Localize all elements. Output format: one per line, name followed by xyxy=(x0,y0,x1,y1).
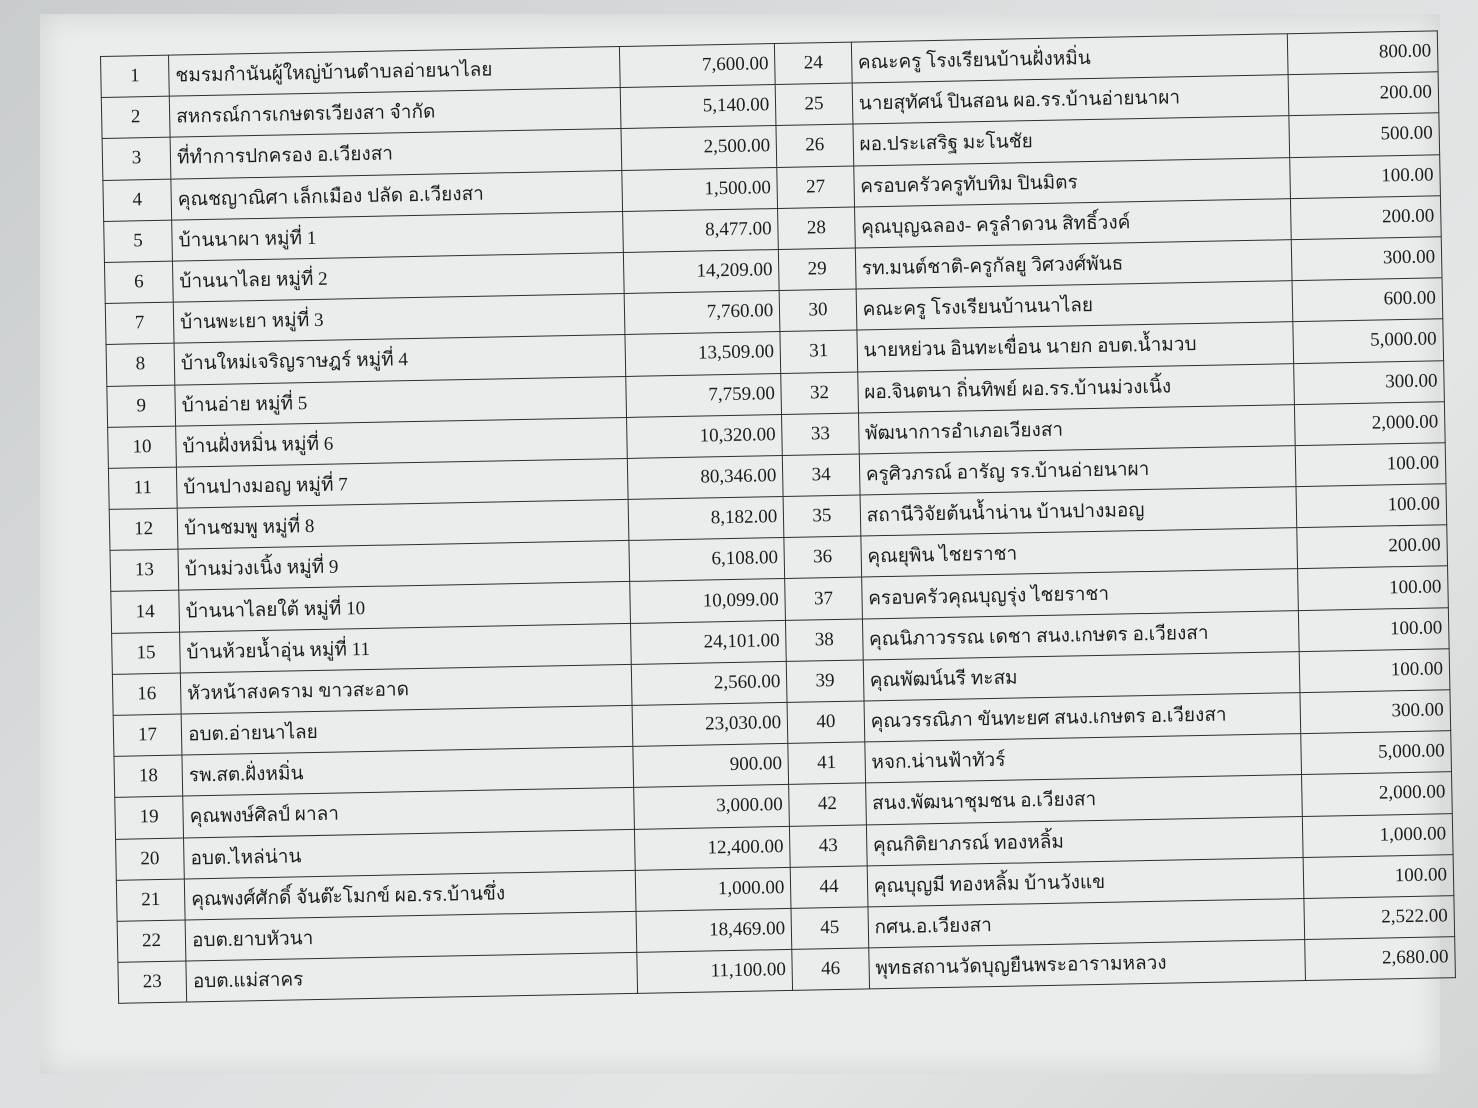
left-amount-cell: 5,140.00 xyxy=(621,85,777,129)
left-amount-cell: 12,400.00 xyxy=(635,826,791,870)
left-no-cell: 23 xyxy=(118,961,187,1003)
right-name-cell: รท.มนต์ชาติ-ครูกัลยู วิศวงศ์พันธ xyxy=(855,240,1292,290)
right-amount-cell: 100.00 xyxy=(1290,154,1441,198)
right-amount-cell: 2,680.00 xyxy=(1305,937,1456,981)
left-no-cell: 4 xyxy=(103,179,172,221)
left-no-cell: 17 xyxy=(113,714,182,756)
right-no-cell: 43 xyxy=(790,824,867,867)
left-no-cell: 3 xyxy=(102,138,171,180)
right-name-cell: ครอบครัวคุณบุญรุ่ง ไชยราชา xyxy=(861,569,1298,619)
right-amount-cell: 100.00 xyxy=(1296,484,1447,528)
left-name-cell: ที่ทำการปกครอง อ.เวียงสา xyxy=(170,129,622,179)
left-no-cell: 10 xyxy=(108,426,177,468)
right-name-cell: คุณบุญฉลอง- ครูลำดวน สิทธิ์วงค์ xyxy=(854,198,1291,248)
left-amount-cell: 7,759.00 xyxy=(626,373,782,417)
left-name-cell: คุณชญาณิศา เล็กเมือง ปลัด อ.เวียงสา xyxy=(171,170,623,220)
left-name-cell: บ้านปางมอญ หมู่ที่ 7 xyxy=(176,458,628,508)
left-amount-cell: 6,108.00 xyxy=(629,538,785,582)
right-amount-cell: 2,522.00 xyxy=(1304,896,1455,940)
left-name-cell: บ้านอ่าย หมู่ที่ 5 xyxy=(175,376,627,426)
left-amount-cell: 7,760.00 xyxy=(624,291,780,335)
left-name-cell: บ้านนาไลย หมู่ที่ 2 xyxy=(172,252,624,302)
right-amount-cell: 5,000.00 xyxy=(1301,731,1452,775)
left-no-cell: 19 xyxy=(115,796,184,838)
donation-table-body xyxy=(101,31,1456,1004)
right-name-cell: ครอบครัวครูทับทิม ปินมิตร xyxy=(853,157,1290,207)
left-name-cell: บ้านฝั่งหมิ่น หมู่ที่ 6 xyxy=(176,417,628,467)
left-name-cell: ชมรมกำนันผู้ใหญ่บ้านตำบลอ่ายนาไลย xyxy=(169,47,621,97)
left-name-cell: คุณพงศ์ศักดิ์ จันต๊ะโมกข์ ผอ.รร.บ้านขึ่ง xyxy=(184,870,636,920)
left-name-cell: อบต.แม่สาคร xyxy=(186,952,638,1002)
right-amount-cell: 100.00 xyxy=(1303,854,1454,898)
right-name-cell: คุณพัฒน์นรี ทะสม xyxy=(863,651,1300,701)
left-name-cell: คุณพงษ์ศิลป์ ผาลา xyxy=(183,788,635,838)
left-no-cell: 12 xyxy=(109,508,178,550)
right-no-cell: 31 xyxy=(780,330,857,373)
left-amount-cell: 2,500.00 xyxy=(621,126,777,170)
right-amount-cell: 300.00 xyxy=(1291,237,1442,281)
left-name-cell: บ้านนาไลยใต้ หมู่ที่ 10 xyxy=(179,582,631,632)
left-amount-cell: 2,560.00 xyxy=(632,661,788,705)
left-amount-cell: 18,469.00 xyxy=(636,908,792,952)
right-name-cell: คุณกิติยาภรณ์ ทองหลิ้ม xyxy=(866,816,1303,866)
donation-table xyxy=(100,30,1456,1004)
left-name-cell: บ้านนาผา หมู่ที่ 1 xyxy=(172,211,624,261)
right-no-cell: 36 xyxy=(784,536,861,579)
left-no-cell: 22 xyxy=(117,920,186,962)
right-no-cell: 29 xyxy=(779,248,856,291)
right-no-cell: 40 xyxy=(787,701,864,744)
left-no-cell: 13 xyxy=(110,549,179,591)
right-amount-cell: 200.00 xyxy=(1297,525,1448,569)
right-amount-cell: 500.00 xyxy=(1289,113,1440,157)
right-no-cell: 26 xyxy=(776,124,853,167)
right-amount-cell: 200.00 xyxy=(1288,72,1439,116)
left-amount-cell: 14,209.00 xyxy=(624,249,780,293)
right-no-cell: 45 xyxy=(791,907,868,950)
left-amount-cell: 1,500.00 xyxy=(622,167,778,211)
right-no-cell: 30 xyxy=(779,289,856,332)
right-amount-cell: 200.00 xyxy=(1291,196,1442,240)
left-amount-cell: 13,509.00 xyxy=(625,332,781,376)
right-no-cell: 25 xyxy=(775,83,852,126)
left-no-cell: 21 xyxy=(116,879,185,921)
right-amount-cell: 600.00 xyxy=(1292,278,1443,322)
right-name-cell: คุณบุญมี ทองหลิ้ม บ้านวังแข xyxy=(867,857,1304,907)
right-no-cell: 27 xyxy=(777,166,854,209)
left-no-cell: 15 xyxy=(112,632,181,674)
right-amount-cell: 300.00 xyxy=(1300,690,1451,734)
right-no-cell: 35 xyxy=(783,495,860,538)
right-no-cell: 33 xyxy=(782,413,859,456)
left-name-cell: บ้านใหม่เจริญราษฎร์ หมู่ที่ 4 xyxy=(174,335,626,385)
left-no-cell: 16 xyxy=(112,673,181,715)
left-no-cell: 9 xyxy=(107,385,176,427)
right-amount-cell: 100.00 xyxy=(1299,649,1450,693)
left-amount-cell: 11,100.00 xyxy=(637,950,793,994)
right-amount-cell: 100.00 xyxy=(1298,566,1449,610)
right-name-cell: พุทธสถานวัดบุญยืนพระอารามหลวง xyxy=(868,940,1305,990)
left-name-cell: หัวหน้าสงคราม ขาวสะอาด xyxy=(180,664,632,714)
right-name-cell: คุณวรรณิภา ขันทะยศ สนง.เกษตร อ.เวียงสา xyxy=(864,693,1301,743)
right-no-cell: 38 xyxy=(786,619,863,662)
right-no-cell: 42 xyxy=(789,783,866,826)
left-no-cell: 7 xyxy=(105,302,174,344)
left-name-cell: บ้านห้วยน้ำอุ่น หมู่ที่ 11 xyxy=(180,623,632,673)
left-no-cell: 6 xyxy=(104,261,173,303)
left-amount-cell: 8,477.00 xyxy=(623,208,779,252)
right-no-cell: 39 xyxy=(786,660,863,703)
right-amount-cell: 800.00 xyxy=(1288,31,1439,75)
left-amount-cell: 900.00 xyxy=(633,744,789,788)
right-amount-cell: 2,000.00 xyxy=(1302,772,1453,816)
left-no-cell: 1 xyxy=(101,55,170,97)
left-no-cell: 18 xyxy=(114,755,183,797)
right-no-cell: 34 xyxy=(783,454,860,497)
right-no-cell: 28 xyxy=(778,207,855,250)
right-amount-cell: 5,000.00 xyxy=(1293,319,1444,363)
left-amount-cell: 23,030.00 xyxy=(632,702,788,746)
left-name-cell: อบต.อ่ายนาไลย xyxy=(181,705,633,755)
right-amount-cell: 2,000.00 xyxy=(1295,401,1446,445)
right-name-cell: คณะครู โรงเรียนบ้านฝั่งหมิ่น xyxy=(851,34,1288,84)
left-amount-cell: 80,346.00 xyxy=(628,455,784,499)
right-no-cell: 24 xyxy=(775,42,852,85)
right-amount-cell: 300.00 xyxy=(1294,360,1445,404)
right-name-cell: ครูศิวภรณ์ อารัญ รร.บ้านอ่ายนาผา xyxy=(859,445,1296,495)
left-name-cell: บ้านพะเยา หมู่ที่ 3 xyxy=(173,294,625,344)
left-amount-cell: 24,101.00 xyxy=(631,620,787,664)
left-name-cell: รพ.สต.ฝั่งหมิ่น xyxy=(182,747,634,797)
right-no-cell: 37 xyxy=(785,577,862,620)
paper-sheet xyxy=(40,14,1449,1074)
right-no-cell: 46 xyxy=(792,948,869,991)
right-name-cell: หจก.น่านฟ้าทัวร์ xyxy=(864,734,1301,784)
left-amount-cell: 10,099.00 xyxy=(630,579,786,623)
left-name-cell: สหกรณ์การเกษตรเวียงสา จำกัด xyxy=(169,88,621,138)
right-no-cell: 41 xyxy=(788,742,865,785)
right-name-cell: สนง.พัฒนาชุมชน อ.เวียงสา xyxy=(865,775,1302,825)
left-no-cell: 2 xyxy=(101,96,170,138)
right-name-cell: กศน.อ.เวียงสา xyxy=(868,898,1305,948)
right-no-cell: 44 xyxy=(790,866,867,909)
left-no-cell: 5 xyxy=(104,220,173,262)
right-name-cell: คุณยุพิน ไชยราชา xyxy=(861,528,1298,578)
right-name-cell: สถานีวิจัยต้นน้ำน่าน บ้านปางมอญ xyxy=(860,487,1297,537)
left-amount-cell: 7,600.00 xyxy=(620,44,776,88)
left-no-cell: 14 xyxy=(111,591,180,633)
left-name-cell: อบต.ไหล่น่าน xyxy=(184,829,636,879)
right-amount-cell: 100.00 xyxy=(1299,607,1450,651)
right-amount-cell: 1,000.00 xyxy=(1303,813,1454,857)
right-name-cell: นายสุทัศน์ ปินสอน ผอ.รร.บ้านอ่ายนาผา xyxy=(852,75,1289,125)
right-name-cell: นายหย่วน อินทะเขื่อน นายก อบต.น้ำมวบ xyxy=(857,322,1294,372)
left-no-cell: 8 xyxy=(106,343,175,385)
right-amount-cell: 100.00 xyxy=(1295,443,1446,487)
left-amount-cell: 10,320.00 xyxy=(627,414,783,458)
left-name-cell: บ้านชมพู หมู่ที่ 8 xyxy=(177,500,629,550)
left-amount-cell: 1,000.00 xyxy=(636,867,792,911)
right-name-cell: พัฒนาการอำเภอเวียงสา xyxy=(858,404,1295,454)
right-name-cell: ผอ.จินตนา ถิ่นทิพย์ ผอ.รร.บ้านม่วงเนิ้ง xyxy=(857,363,1294,413)
left-name-cell: บ้านม่วงเนิ้ง หมู่ที่ 9 xyxy=(178,541,630,591)
left-amount-cell: 8,182.00 xyxy=(628,497,784,541)
right-name-cell: ผอ.ประเสริฐ มะโนชัย xyxy=(853,116,1290,166)
left-no-cell: 11 xyxy=(108,467,177,509)
left-no-cell: 20 xyxy=(116,838,185,880)
left-name-cell: อบต.ยาบหัวนา xyxy=(185,911,637,961)
right-name-cell: คุณนิภาวรรณ เดชา สนง.เกษตร อ.เวียงสา xyxy=(862,610,1299,660)
right-name-cell: คณะครู โรงเรียนบ้านนาไลย xyxy=(856,281,1293,331)
left-amount-cell: 3,000.00 xyxy=(634,785,790,829)
right-no-cell: 32 xyxy=(781,372,858,415)
